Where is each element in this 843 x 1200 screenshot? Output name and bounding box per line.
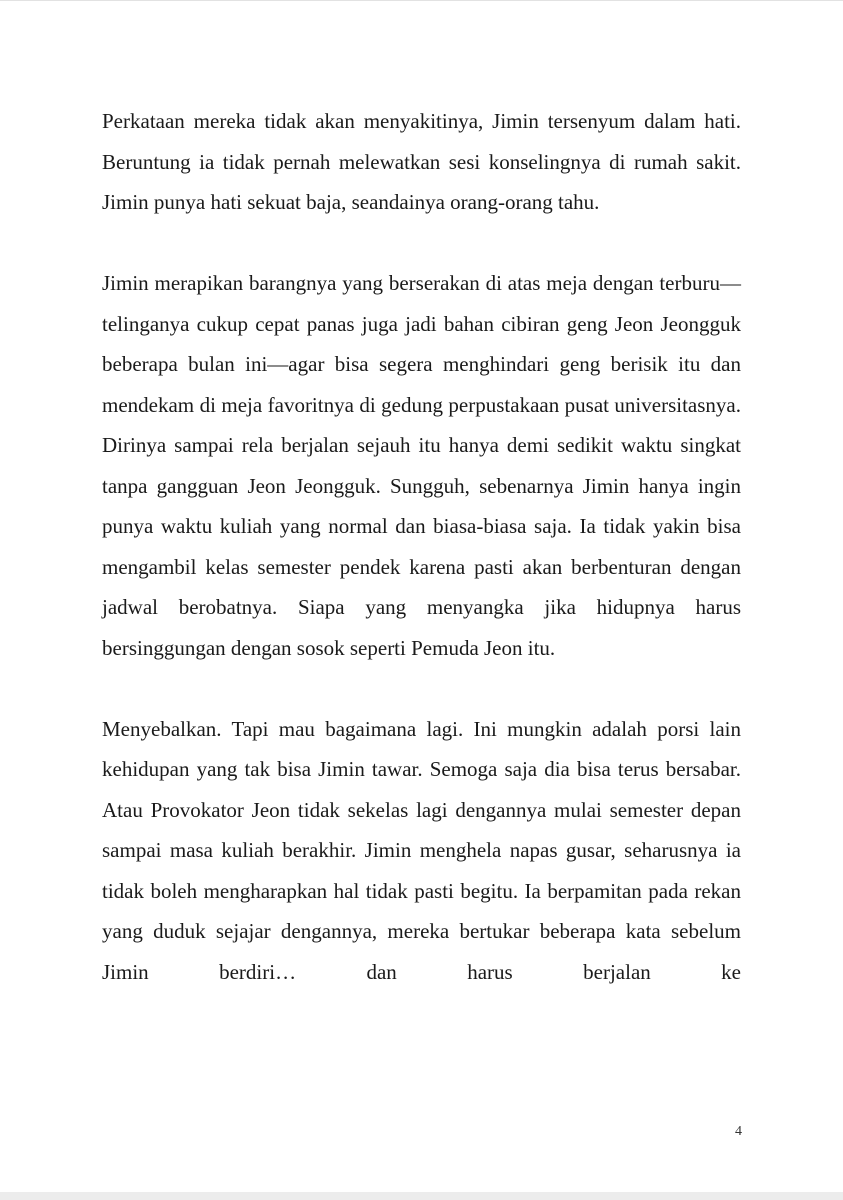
page-gap bbox=[0, 1192, 843, 1200]
paragraph-3: Menyebalkan. Tapi mau bagaimana lagi. Ini mungkin adalah porsi lain kehidupan yang tak bisa Jimin tawar. Semoga saja dia bisa terus bersabar. Atau Provokator Jeon tidak sekelas lagi dengannya mulai semester depan sampai masa kuliah berakhir. Jimin menghela napas gusar, seharusnya ia tidak boleh mengharapkan hal tidak pasti begitu. Ia berpamitan pada rekan yang duduk sejajar dengannya, mereka bertukar beberapa kata sebelum Jimin berdiri… dan harus berjalan ke bbox=[102, 716, 741, 984]
page-body bbox=[102, 101, 741, 1033]
page-number: 4 bbox=[735, 1124, 742, 1139]
paragraph-2: Jimin merapikan barangnya yang berserakan di atas meja dengan terburu—telinganya cukup cepat panas juga jadi bahan cibiran geng Jeon Jeongguk beberapa bulan ini—agar bisa segera menghindari geng berisik itu dan mendekam di meja favoritnya di gedung perpustakaan pusat universitasnya. Dirinya sampai rela berjalan sejauh itu hanya demi sedikit waktu singkat tanpa gangguan Jeon Jeongguk. Sungguh, sebenarnya Jimin hanya ingin punya waktu kuliah yang normal dan biasa-biasa saja. Ia tidak yakin bisa mengambil kelas semester pendek karena pasti akan berbenturan dengan jadwal berobatnya. Siapa yang menyangka jika hidupnya harus bersinggungan dengan sosok seperti Pemuda Jeon itu. bbox=[102, 271, 741, 660]
paragraph-1: Perkataan mereka tidak akan menyakitinya, Jimin tersenyum dalam hati. Beruntung ia tidak pernah melewatkan sesi konselingnya di rumah sakit. Jimin punya hati sekuat baja, seandainya orang-orang tahu. bbox=[102, 109, 741, 214]
